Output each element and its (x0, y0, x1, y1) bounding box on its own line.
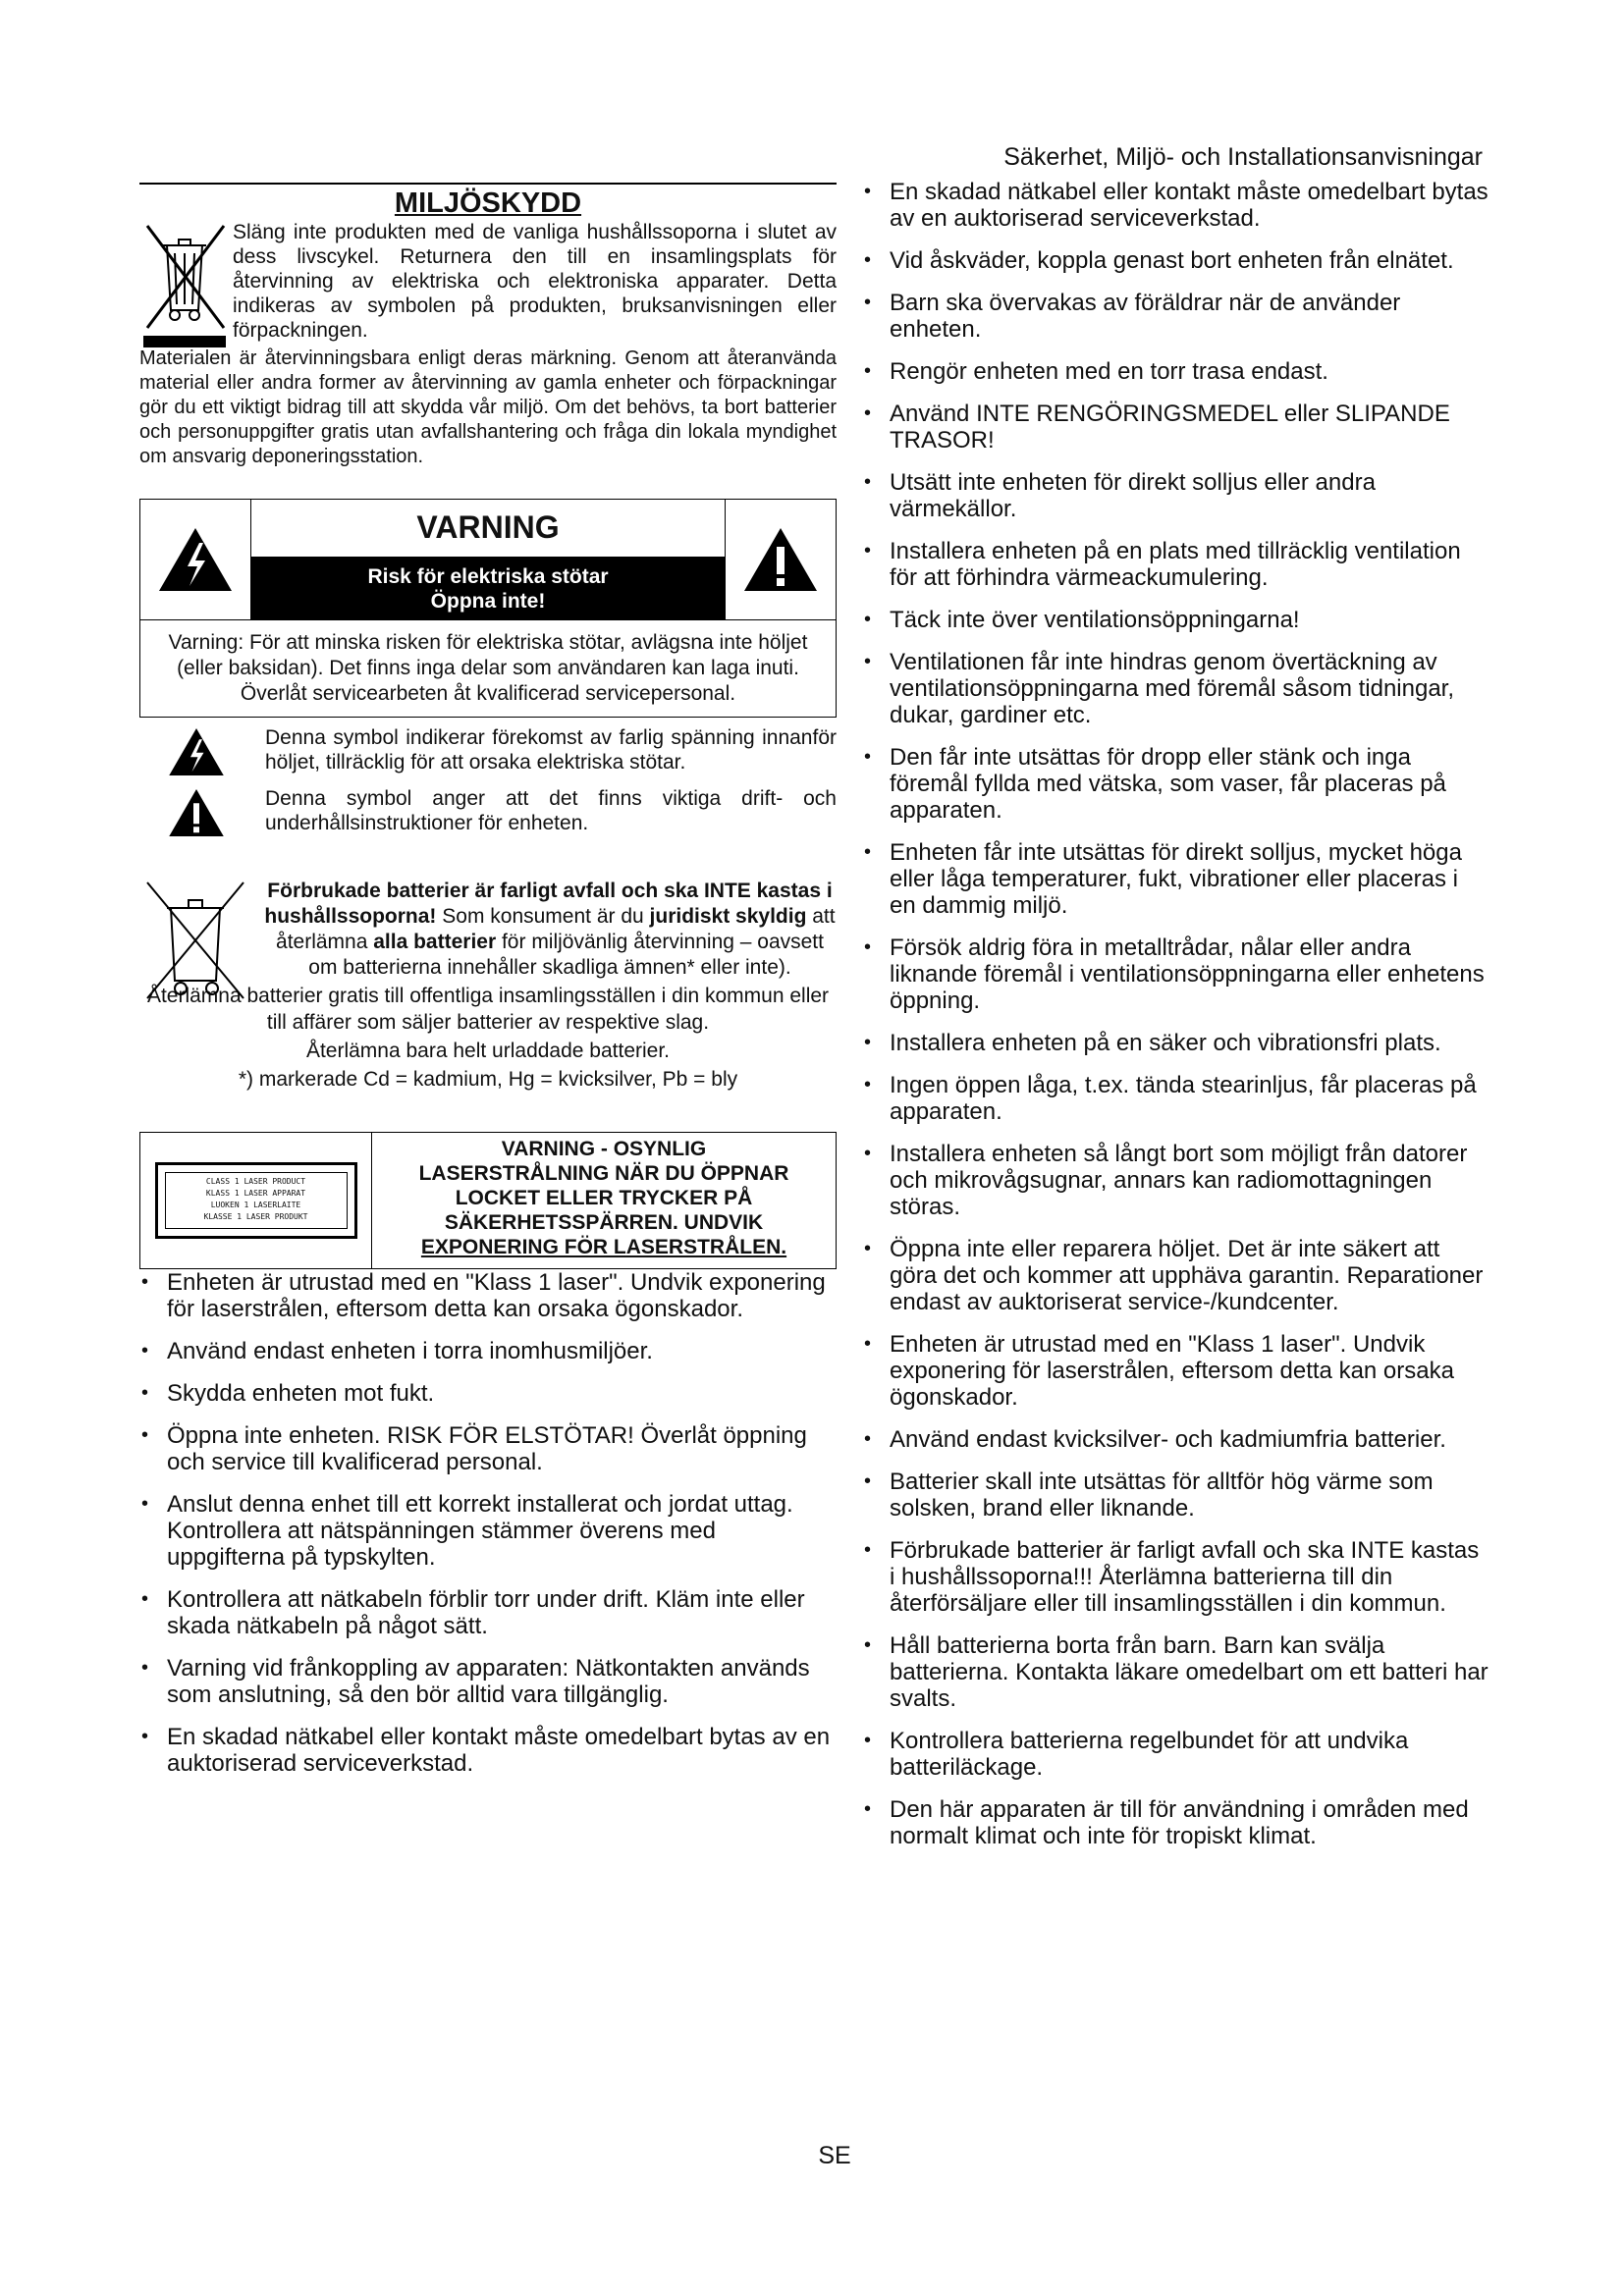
exclamation-triangle-icon (167, 786, 226, 839)
battery-bold-warning: Förbrukade batterier är farligt avfall och ska INTE kastas i hushållssoporna! (264, 880, 833, 928)
list-item: • Utsätt inte enheten för direkt solljus eller andra värmekällor. (862, 469, 1490, 522)
battery-footnote: *) markerade Cd = kadmium, Hg = kvicksilver, Pb = bly (238, 1068, 738, 1091)
symbol-row-info (139, 786, 837, 839)
list-item: • Barn ska övervakas av föräldrar när de använder enheten. (862, 290, 1490, 343)
env-body-text: Materialen är återvinningsbara enligt deras märkning. Genom att återanvända material eller andra former av återvinning av gamla enheter och förpackningar gör du ett viktigt bidrag till att skydda vår miljö. Om det behövs, ta bort batterier och personuppgifter gratis utan avfallshantering och fråga din lokala myndighet om ansvarig deponeringsstation. (139, 347, 837, 467)
list-item: • Täck inte över ventilationsöppningarna! (862, 607, 1490, 633)
list-item: • Ingen öppen låga, t.ex. tända stearinljus, får placeras på apparaten. (862, 1072, 1490, 1125)
list-item: • Förbrukade batterier är farligt avfall och ska INTE kastas i hushållssoporna!!! Återlämna batterierna till din återförsäljare eller till insamlingsställen i din kommun. (862, 1537, 1490, 1617)
list-item: • Kontrollera att nätkabeln förblir torr under drift. Kläm inte eller skada nätkabeln på något sätt. (139, 1586, 837, 1639)
list-item: • En skadad nätkabel eller kontakt måste omedelbart bytas av en auktoriserad serviceverkstad. (139, 1724, 837, 1777)
list-item: • Installera enheten på en säker och vibrationsfri plats. (862, 1030, 1490, 1056)
page-header: Säkerhet, Miljö- och Installationsanvisningar (1003, 143, 1483, 171)
lightning-triangle-icon (167, 725, 226, 778)
list-item: • Försök aldrig föra in metalltrådar, nålar eller andra liknande föremål i ventilationsöppningarna eller enhetens öppning. (862, 934, 1490, 1014)
battery-text-3: för miljövänlig återvinning – oavsett om batterierna innehåller skadliga ämnen* eller inte). (308, 931, 824, 979)
list-item: • Öppna inte eller reparera höljet. Det är inte säkert att göra det och kommer att upphäva garantin. Reparationer endast av auktoriserat service-/kundcenter. (862, 1236, 1490, 1315)
symbol-row-voltage (139, 725, 837, 778)
warning-band-line2: Öppna inte! (430, 590, 546, 613)
laser-line-2: LASERSTRÅLNING NÄR DU ÖPPNAR (418, 1162, 789, 1185)
laser-warning-text (372, 1133, 836, 1268)
list-item: • Använd INTE RENGÖRINGSMEDEL eller SLIPANDE TRASOR! (862, 400, 1490, 454)
list-item: • Enheten är utrustad med en "Klass 1 laser". Undvik exponering för laserstrålen, eftersom detta kan orsaka ögonskador. (139, 1269, 837, 1322)
list-item: • Den här apparaten är till för användning i områden med normalt klimat och inte för tropiskt klimat. (862, 1796, 1490, 1849)
battery-bold-all: alla batterier (373, 931, 497, 953)
warning-left-cell (140, 500, 251, 619)
list-item: • Öppna inte enheten. RISK FÖR ELSTÖTAR! Överlåt öppning och service till kvalificerad personal. (139, 1422, 837, 1475)
laser-label-line: CLASS 1 LASER PRODUCT (205, 1177, 306, 1186)
list-item: • Enheten är utrustad med en "Klass 1 laser". Undvik exponering för laserstrålen, eftersom detta kan orsaka ögonskador. (862, 1331, 1490, 1411)
warning-band-line1: Risk för elektriska stötar (367, 565, 609, 588)
battery-return-text: Återlämna batterier gratis till offentliga insamlingsställen i din kommun eller till affärer som säljer batterier av respektive slag. (146, 985, 830, 1034)
warning-title: VARNING (416, 509, 560, 545)
list-item: • Ventilationen får inte hindras genom övertäckning av ventilationsöppningarna med föremål såsom tidningar, dukar, gardiner etc. (862, 649, 1490, 728)
laser-warning-box (139, 1132, 837, 1269)
battery-text-2: att återlämna (276, 905, 836, 953)
list-item: • Installera enheten på en plats med tillräcklig ventilation för att förhindra värmeackumulering. (862, 538, 1490, 591)
warning-box (139, 499, 837, 718)
right-column (862, 179, 1490, 1865)
list-item: • Vid åskväder, koppla genast bort enheten från elnätet. (862, 247, 1490, 274)
laser-label-cell (140, 1133, 372, 1268)
laser-class-label (155, 1162, 357, 1239)
list-item: • Installera enheten så långt bort som möjligt från datorer och mikrovågsugnar, annars kan radiomottagningen störas. (862, 1141, 1490, 1220)
exclamation-icon (741, 525, 820, 594)
battery-bold-legal: juridiskt skyldig (649, 905, 807, 928)
electric-shock-icon (156, 525, 235, 594)
battery-section (139, 879, 837, 1093)
left-bullet-list (139, 1269, 837, 1777)
list-item: • Anslut denna enhet till ett korrekt installerat och jordat uttag. Kontrollera att nätspänningen stämmer överens med uppgifterna på typskylten. (139, 1491, 837, 1571)
list-item: • Den får inte utsättas för dropp eller stänk och inga föremål fyllda med vätska, som vaser, får placeras på apparaten. (862, 744, 1490, 824)
page-footer: SE (818, 2142, 851, 2169)
list-item: • Enheten får inte utsättas för direkt solljus, mycket höga eller låga temperaturer, fukt, vibrationer eller placeras i en dammig miljö. (862, 839, 1490, 919)
left-column (139, 183, 837, 1792)
list-item: • En skadad nätkabel eller kontakt måste omedelbart bytas av en auktoriserad serviceverkstad. (862, 179, 1490, 232)
battery-bin-icon (141, 879, 249, 1006)
section-rule (139, 183, 837, 185)
warning-center (251, 500, 725, 619)
warning-band (251, 557, 725, 619)
symbol-info-text: Denna symbol anger att det finns viktiga drift- och underhållsinstruktioner för enheten. (265, 787, 837, 834)
weee-bin-icon (139, 220, 230, 349)
list-item: • Rengör enheten med en torr trasa endast. (862, 358, 1490, 385)
laser-label-line: KLASSE 1 LASER PRODUKT (203, 1212, 308, 1221)
list-item: • Batterier skall inte utsättas för alltför hög värme som solsken, brand eller liknande. (862, 1468, 1490, 1522)
laser-label-line: KLASS 1 LASER APPARAT (205, 1189, 306, 1198)
right-bullet-list (862, 179, 1490, 1849)
laser-line-3: LOCKET ELLER TRYCKER PÅ (455, 1187, 753, 1209)
env-lead-text: Släng inte produkten med de vanliga hushållssoporna i slutet av dess livscykel. Returnera den till en insamlingsplats för återvinning av elektriska och elektroniska apparater. Detta indikeras av symbolen på produkten, bruksanvisningen eller förpackningen. (233, 221, 837, 342)
list-item: • Kontrollera batterierna regelbundet för att undvika batteriläckage. (862, 1728, 1490, 1781)
battery-lead-text (263, 879, 837, 981)
battery-text-1: Som konsument är du (436, 905, 650, 928)
warning-text: Varning: För att minska risken för elektriska stötar, avlägsna inte höljet (eller baksidan). Det finns inga delar som användaren kan laga inuti. Överlåt servicearbeten åt kvalificerad servicepersonal. (168, 631, 808, 705)
list-item: • Använd endast enheten i torra inomhusmiljöer. (139, 1338, 837, 1364)
env-title: MILJÖSKYDD (394, 187, 582, 219)
warning-header (140, 500, 836, 620)
warning-right-cell (725, 500, 836, 619)
laser-line-5: EXPONERING FÖR LASERSTRÅLEN. (420, 1236, 787, 1258)
list-item: • Skydda enheten mot fukt. (139, 1380, 837, 1407)
env-section (139, 220, 837, 469)
laser-label-line: LUOKEN 1 LASERLAITE (210, 1201, 301, 1209)
laser-label-inner (165, 1172, 348, 1229)
symbol-voltage-text: Denna symbol indikerar förekomst av farlig spänning innanför höljet, tillräcklig för att orsaka elektriska stötar. (265, 726, 837, 774)
laser-line-4: SÄKERHETSSPÄRREN. UNDVIK (444, 1211, 764, 1234)
list-item: • Använd endast kvicksilver- och kadmiumfria batterier. (862, 1426, 1490, 1453)
laser-line-1: VARNING - OSYNLIG (501, 1138, 707, 1160)
battery-discharged-text: Återlämna bara helt urladdade batterier. (305, 1040, 671, 1062)
list-item: • Håll batterierna borta från barn. Barn kan svälja batterierna. Kontakta läkare omedelbart om ett batteri har svalts. (862, 1632, 1490, 1712)
list-item: • Varning vid frånkoppling av apparaten: Nätkontakten används som anslutning, så den bör alltid vara tillgänglig. (139, 1655, 837, 1708)
